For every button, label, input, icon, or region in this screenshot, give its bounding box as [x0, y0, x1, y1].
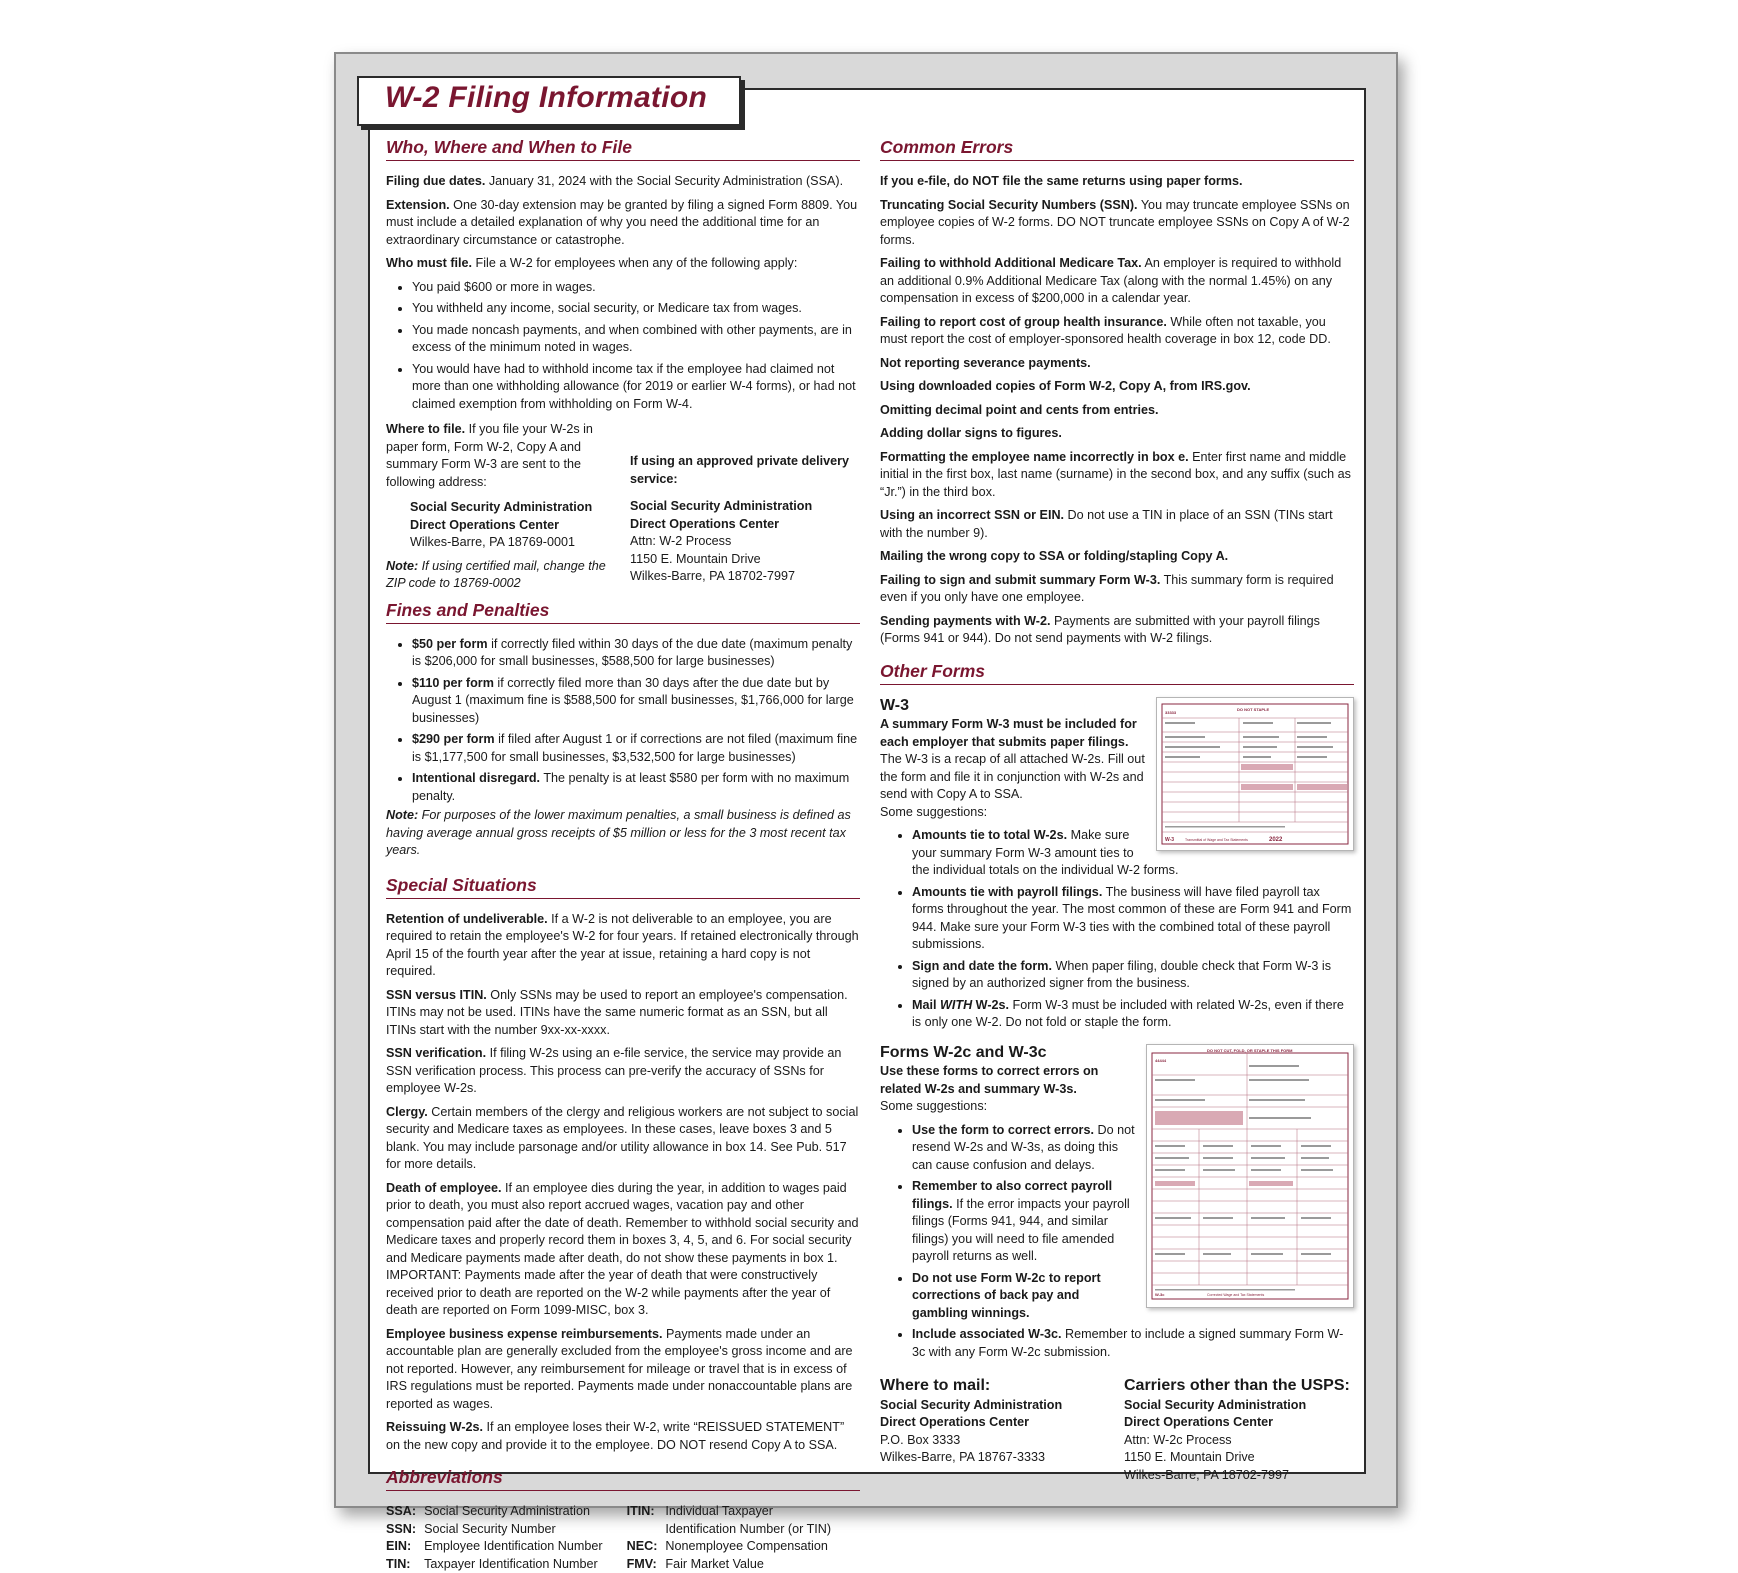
- where-to-mail: Where to mail: Social Security Administration Direct Operations Center P.O. Box 3333 Wilkes-Barre, PA 18767-3333: [880, 1373, 1110, 1484]
- page-title: W-2 Filing Information: [385, 81, 707, 115]
- paragraph-special: Death of employee. If an employee dies during the year, in addition to wages paid prior to death, you must also report accrued wages, vacation pay and other compensation paid after the date of death. Remember to withhold social security and Medicare taxes and properly record them in boxes 3, 4, 5, and 6. For social security and Medicare payments made after death, do not show these payments in box 1. IMPORTANT: Payments made after the year of death that were constructively received prior to death are reported on the W-2 while payments after the year of death are reported on Form 1099-MISC, box 3.: [386, 1180, 860, 1320]
- list-item: • Sign and date the form. When paper filing, double check that Form W-3 is signed by an authorized signer from the business.: [912, 958, 1354, 993]
- list-item: • You paid $600 or more in wages.: [412, 279, 860, 297]
- svg-text:Corrected Wage and Tax Stateme: Corrected Wage and Tax Statements: [1207, 1293, 1264, 1297]
- svg-text:W-3: W-3: [1165, 837, 1174, 843]
- paragraph-error: If you e-file, do NOT file the same returns using paper forms.: [880, 173, 1354, 191]
- section-heading-other-forms: Other Forms: [880, 660, 1354, 685]
- fines-list: [386, 636, 860, 806]
- table-row: TIN: Taxpayer Identification Number: [386, 1556, 611, 1573]
- paragraph-who-must-file: Who must file. File a W-2 for employees when any of the following apply:: [386, 255, 860, 273]
- list-item: • $290 per form if filed after August 1 or if corrections are not filed (maximum fine is $1,177,500 for small businesses, $3,532,500 for large businesses): [412, 731, 860, 766]
- paragraph-special: Employee business expense reimbursements. Payments made under an accountable plan are generally excluded from the employee's gross income and are not reported. However, any reimbursement for mileage or travel that is in excess of IRS regulations must be reported. Payments made under nonaccountable plans are reported as wages.: [386, 1326, 860, 1414]
- list-item: • Intentional disregard. The penalty is at least $580 per form with no maximum penalty.: [412, 770, 860, 805]
- paragraph-extension: Extension. One 30-day extension may be granted by filing a signed Form 8809. You must include a detailed explanation of why you need the additional time for an extraordinary circumstance or catastrophe.: [386, 197, 860, 250]
- section-heading-who: Who, Where and When to File: [386, 136, 860, 161]
- paragraph-error: Adding dollar signs to figures.: [880, 425, 1354, 443]
- paragraph-error: Not reporting severance payments.: [880, 355, 1354, 373]
- left-column: [386, 136, 860, 1573]
- w3-form-image: [1156, 697, 1354, 851]
- svg-text:W-3c: W-3c: [1155, 1292, 1165, 1297]
- section-heading-errors: Common Errors: [880, 136, 1354, 161]
- paragraph-error: Failing to withhold Additional Medicare Tax. An employer is required to withhold an additional 0.9% Additional Medicare Tax (along with the normal 1.45%) on any compensation in excess of $200,000 in a calendar year.: [880, 255, 1354, 308]
- section-heading-fines: Fines and Penalties: [386, 599, 860, 624]
- paragraph-special: SSN verification. If filing W-2s using an e-file service, the service may provide an SSN verification process. This process can pre-verify the accuracy of SSNs for employee W-2s.: [386, 1045, 860, 1098]
- list-item: • Amounts tie with payroll filings. The business will have filed payroll tax forms throughout the year. The most common of these are Form 941 and Form 944. Make sure your Form W-3 ties with the combined total of these payroll submissions.: [912, 884, 1354, 954]
- w3-title: W-3: [880, 697, 1354, 715]
- w3-suggestions-list: [886, 827, 1354, 1032]
- list-item: • You would have had to withhold income tax if the employee had claimed not more than one withholding allowance (for 2019 or earlier W-4 forms), or had not claimed exemption from withholding on Form W-4.: [412, 361, 860, 414]
- paragraph-special: Retention of undeliverable. If a W-2 is not deliverable to an employee, you are required to retain the employee's W-2 for four years. If retained electronically through April 15 of the fourth year after the year at issue, retaining a hard copy is not required.: [386, 911, 860, 981]
- paragraph-due-dates: Filing due dates. January 31, 2024 with the Social Security Administration (SSA).: [386, 173, 860, 191]
- table-row: SSA: Social Security Administration: [386, 1503, 611, 1521]
- svg-text:DO NOT CUT, FOLD, OR STAPLE TH: DO NOT CUT, FOLD, OR STAPLE THIS FORM: [1207, 1048, 1293, 1053]
- table-row: NEC: Nonemployee Compensation: [627, 1538, 844, 1556]
- paragraph-error: Truncating Social Security Numbers (SSN). You may truncate employee SSNs on employee copies of W-2 forms. DO NOT truncate employee SSNs on Copy A of W-2 forms.: [880, 197, 1354, 250]
- w2c-title: Forms W-2c and W-3c: [880, 1044, 1354, 1062]
- private-delivery-label: If using an approved private delivery service:: [630, 453, 860, 488]
- w3-form-drawing: [1157, 698, 1353, 850]
- section-heading-special: Special Situations: [386, 874, 860, 899]
- title-box: [357, 76, 741, 126]
- svg-text:33333: 33333: [1165, 710, 1177, 715]
- svg-text:44444: 44444: [1155, 1058, 1167, 1063]
- paragraph-error: Mailing the wrong copy to SSA or folding/stapling Copy A.: [880, 548, 1354, 566]
- paragraph-error: Sending payments with W-2. Payments are submitted with your payroll filings (Forms 941 or 944). Do not send payments with W-2 filings.: [880, 613, 1354, 648]
- svg-text:Transmittal of Wage and Tax St: Transmittal of Wage and Tax Statements: [1185, 838, 1248, 842]
- right-column: [880, 136, 1354, 1484]
- where-to-file-block: [386, 421, 860, 599]
- list-item: • Use the form to correct errors. Do not resend W-2s and W-3s, as doing this can cause confusion and delays.: [912, 1122, 1354, 1175]
- paragraph-error: Omitting decimal point and cents from entries.: [880, 402, 1354, 420]
- private-delivery-address: Social Security Administration Direct Operations Center Attn: W-2 Process 1150 E. Mountain Drive Wilkes-Barre, PA 18702-7997: [630, 498, 860, 586]
- list-item: • You made noncash payments, and when combined with other payments, are in excess of the minimum noted in wages.: [412, 322, 860, 357]
- paragraph-special: Reissuing W-2s. If an employee loses their W-2, write “REISSUED STATEMENT” on the new copy and provide it to the employee. DO NOT resend Copy A to SSA.: [386, 1419, 860, 1454]
- list-item: • Mail WITH W-2s. Form W-3 must be included with related W-2s, even if there is only one W-2. Do not fold or staple the form.: [912, 997, 1354, 1032]
- paragraph-error: Formatting the employee name incorrectly in box e. Enter first name and middle initial in the first box, last name (surname) in the second box, and any suffix (such as “Jr.”) in the third box.: [880, 449, 1354, 502]
- svg-text:2022: 2022: [1269, 837, 1283, 843]
- svg-text:DO NOT STAPLE: DO NOT STAPLE: [1237, 707, 1269, 712]
- note-certified-mail: Note: If using certified mail, change the ZIP code to 18769-0002: [386, 558, 616, 593]
- list-item: • You withheld any income, social security, or Medicare tax from wages.: [412, 300, 860, 318]
- paragraph-w3-intro: A summary Form W-3 must be included for each employer that submits paper filings. The W-3 is a recap of all attached W-2s. Fill out the form and file it in conjunction with W-2s and send with Copy A to SSA. Some suggestions:: [880, 716, 1354, 821]
- paragraph-w2c-intro: Use these forms to correct errors on related W-2s and summary W-3s. Some suggestions:: [880, 1063, 1354, 1116]
- list-item: • $50 per form if correctly filed within 30 days of the due date (maximum penalty is $206,000 for small businesses, $588,500 for large businesses): [412, 636, 860, 671]
- note-small-business: Note: For purposes of the lower maximum penalties, a small business is defined as having average annual gross receipts of $5 million or less for the 3 most recent tax years.: [386, 807, 860, 860]
- section-heading-abbreviations: Abbreviations: [386, 1466, 860, 1491]
- paragraph-special: SSN versus ITIN. Only SSNs may be used to report an employee's compensation. ITINs may not be used. ITINs have the same numeric format as an SSN, but all ITINs start with the number 9xx-xx-xxxx.: [386, 987, 860, 1040]
- paragraph-error: Using downloaded copies of Form W-2, Copy A, from IRS.gov.: [880, 378, 1354, 396]
- table-row: FMV: Fair Market Value: [627, 1556, 844, 1573]
- ssa-address: Social Security Administration Direct Operations Center Wilkes-Barre, PA 18769-0001: [386, 499, 616, 552]
- table-row: SSN: Social Security Number: [386, 1521, 611, 1539]
- who-must-file-list: [386, 279, 860, 414]
- mailing-addresses: [880, 1373, 1354, 1484]
- list-item: • Do not use Form W-2c to report corrections of back pay and gambling winnings.: [912, 1270, 1354, 1323]
- list-item: • $110 per form if correctly filed more than 30 days after the due date but by August 1 (maximum fine is $588,500 for small businesses, $1,766,000 for large businesses): [412, 675, 860, 728]
- w2c-form-drawing: [1147, 1045, 1353, 1307]
- w2c-form-image: [1146, 1044, 1354, 1308]
- list-item: • Remember to also correct payroll filings. If the error impacts your payroll filings (Forms 941, 944, and similar filings) you will need to file amended payroll returns as well.: [912, 1178, 1354, 1266]
- paragraph-where-to-file: Where to file. If you file your W-2s in paper form, Form W-2, Copy A and summary Form W-3 are sent to the following address:: [386, 421, 616, 491]
- paragraph-error: Failing to report cost of group health insurance. While often not taxable, you must report the cost of employer-sponsored health coverage in box 12, code DD.: [880, 314, 1354, 349]
- paragraph-special: Clergy. Certain members of the clergy and religious workers are not subject to social security and Medicare taxes as employees. In these cases, leave boxes 3 and 5 blank. You may include parsonage and/or utility allowance in box 14. See Pub. 517 for more details.: [386, 1104, 860, 1174]
- list-item: • Include associated W-3c. Remember to include a signed summary Form W-3c with any Form W-2c submission.: [912, 1326, 1354, 1361]
- table-row: ITIN: Individual Taxpayer Identification Number (or TIN): [627, 1503, 844, 1538]
- table-row: EIN: Employee Identification Number: [386, 1538, 611, 1556]
- carriers-other-than-usps: Carriers other than the USPS: Social Security Administration Direct Operations Center Attn: W-2c Process 1150 E. Mountain Drive Wilkes-Barre, PA 18702-7997: [1124, 1373, 1354, 1484]
- paragraph-error: Using an incorrect SSN or EIN. Do not use a TIN in place of an SSN (TINs start with the number 9).: [880, 507, 1354, 542]
- paragraph-error: Failing to sign and submit summary Form W-3. This summary form is required even if you only have one employee.: [880, 572, 1354, 607]
- list-item: • Amounts tie to total W-2s. Make sure your summary Form W-3 amount ties to the individual totals on the individual W-2 forms.: [912, 827, 1354, 880]
